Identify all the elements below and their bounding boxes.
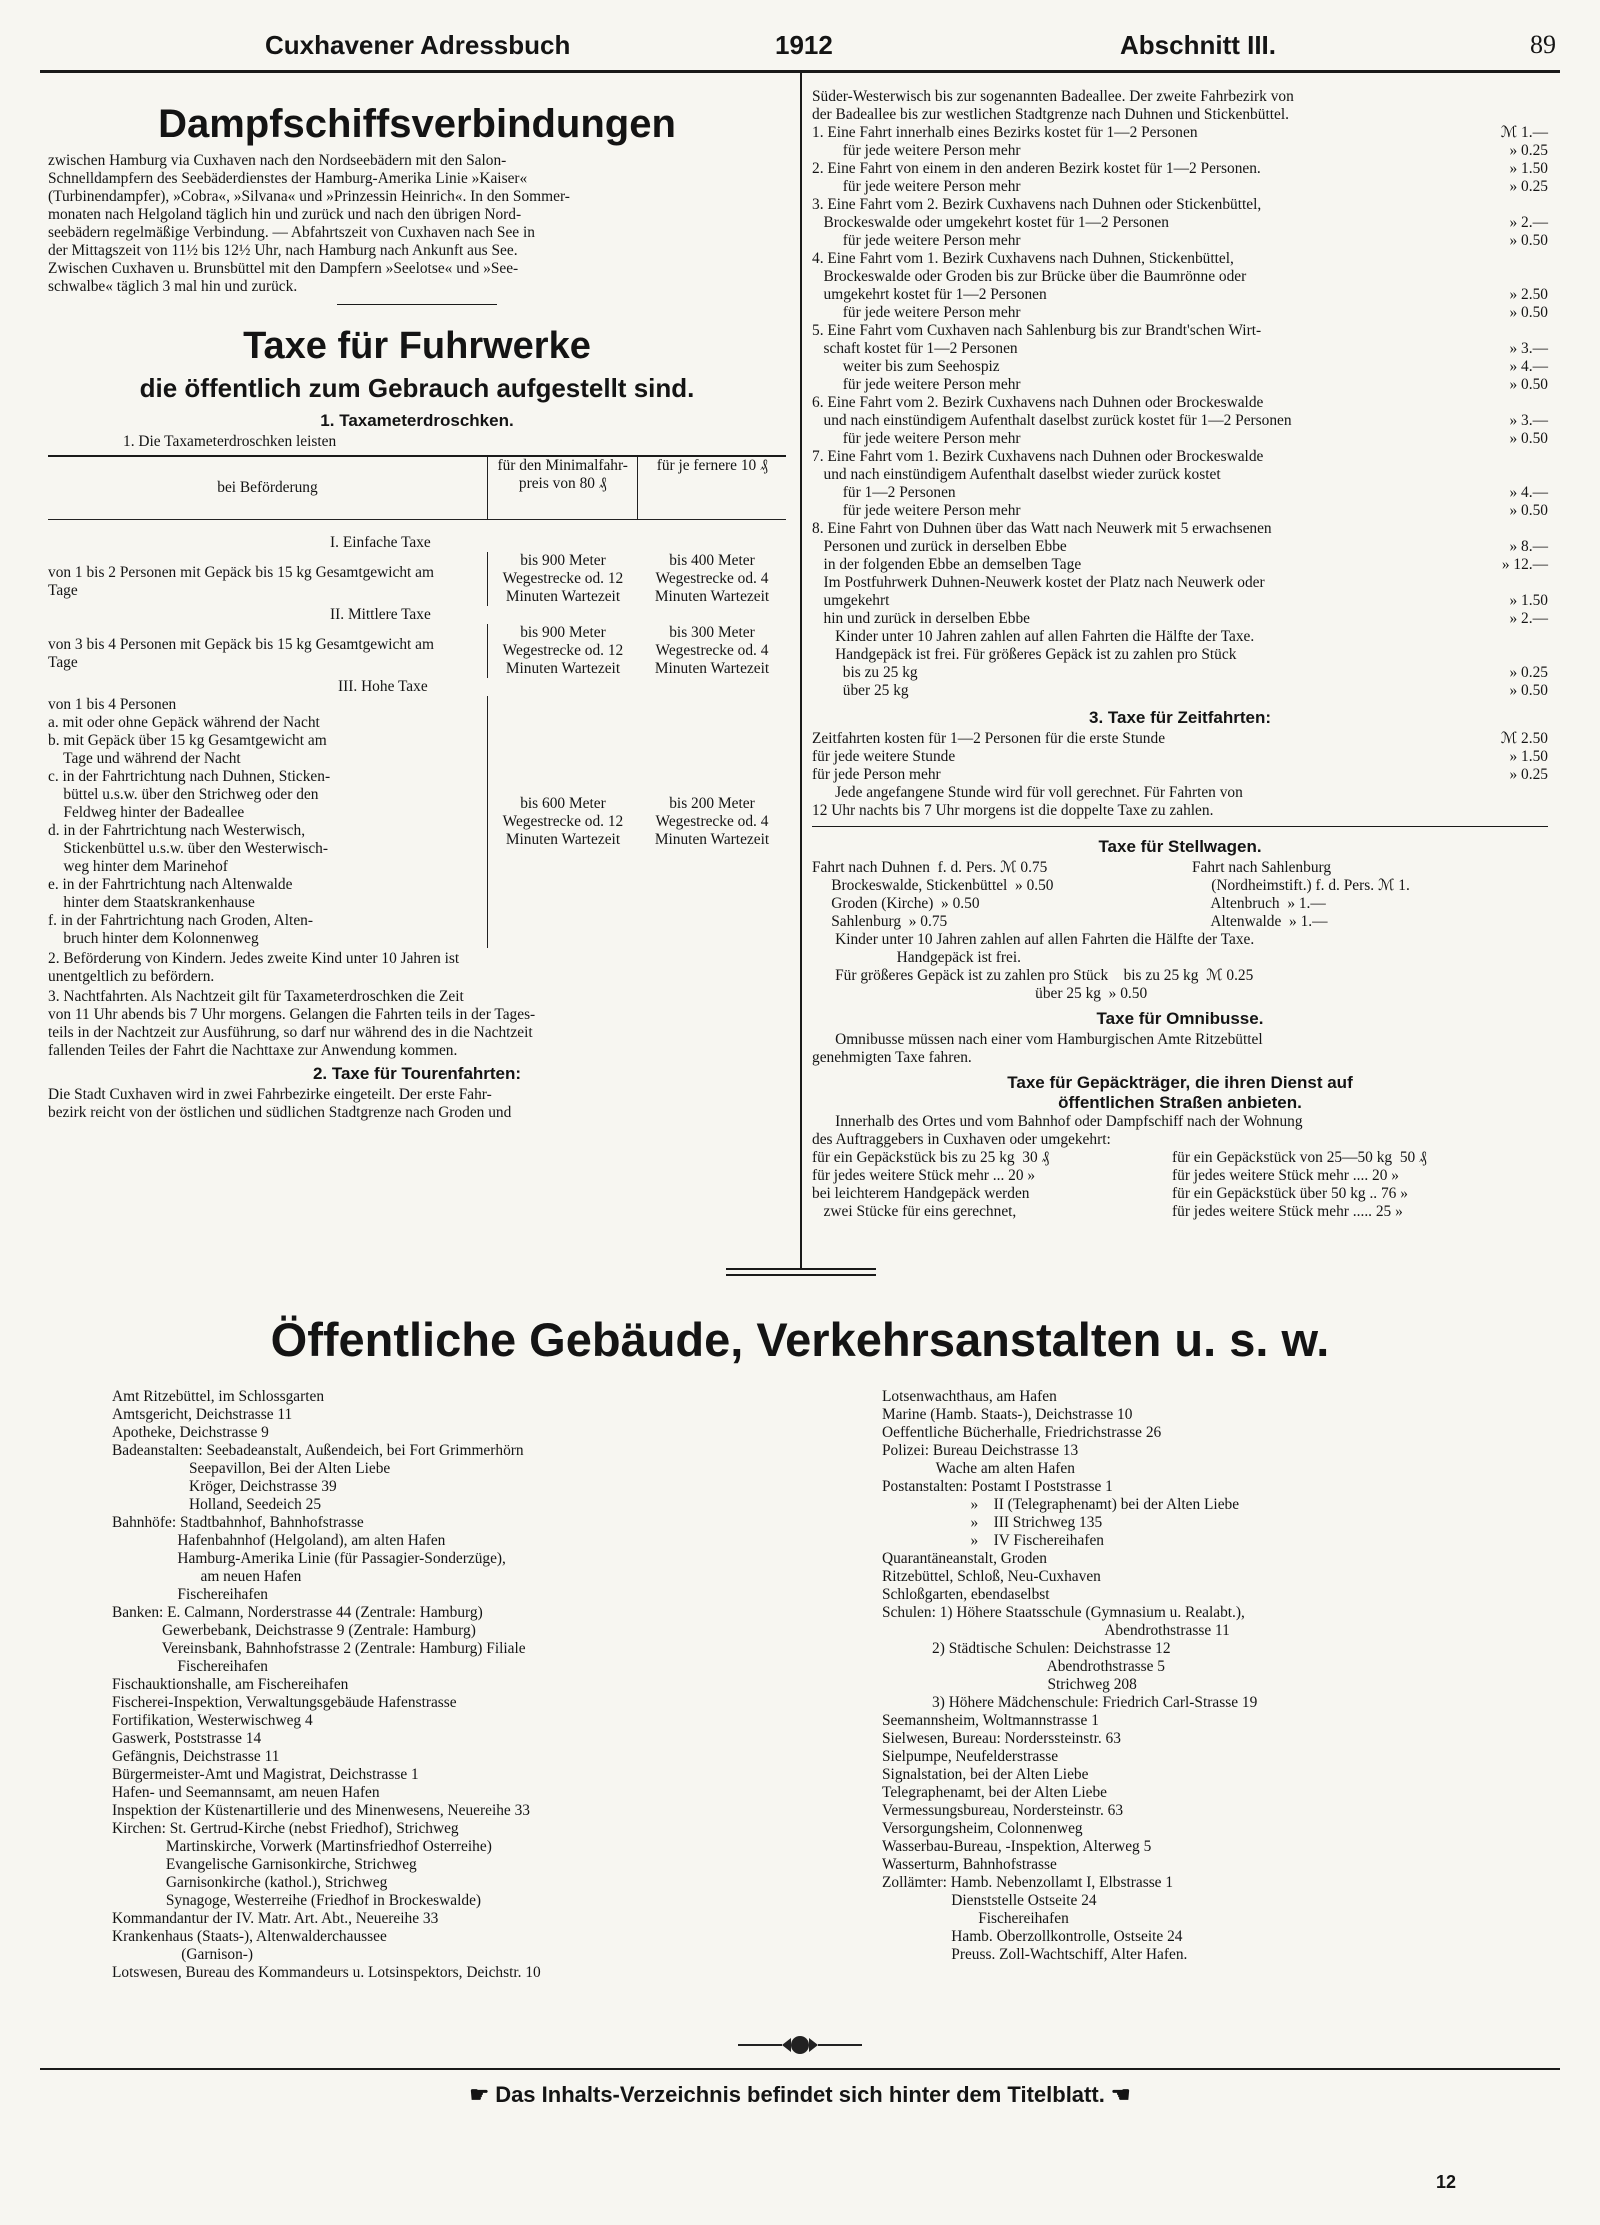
- fare-row-text: für jede weitere Person mehr: [812, 142, 1021, 159]
- fare-row-price: [1458, 646, 1548, 664]
- fare-row-text: über 25 kg: [812, 682, 909, 699]
- taxe-mittel-min: bis 900 Meter Wegestrecke od. 12 Minuten Wartezeit: [487, 624, 638, 678]
- zeit-row: [812, 730, 1548, 748]
- oeff-entry: Schloßgarten, ebendaselbst: [882, 1586, 1050, 1603]
- oeff-entry: Polizei: Bureau Deichstrasse 13: [882, 1442, 1079, 1459]
- oeff-entry: Hafenbahnhof (Helgoland), am alten Hafen: [112, 1532, 446, 1549]
- oeff-entry: Badeanstalten: Seebadeanstalt, Außendeich, bei Fort Grimmerhörn: [112, 1442, 524, 1459]
- stellwagen-note-line: Handgepäck ist frei.: [812, 949, 1022, 966]
- fare-row: [812, 142, 1548, 160]
- gepaeck-row: [812, 1149, 1548, 1167]
- taxe-hoch-line: bruch hinter dem Kolonnenweg: [48, 930, 259, 947]
- oeff-entry: Martinskirche, Vorwerk (Martinsfriedhof Osterreihe): [112, 1838, 492, 1855]
- fare-row-text: für jede weitere Person mehr: [812, 376, 1021, 393]
- fare-row-price: » 3.—: [1509, 340, 1548, 357]
- fare-row: [812, 520, 1548, 538]
- dampf-line: seebädern regelmäßige Verbindung. — Abfahrtszeit von Cuxhaven nach See in: [48, 224, 535, 241]
- fare-row-price: [1458, 268, 1548, 286]
- oeff-entry: Fischereihafen: [882, 1910, 1069, 1927]
- zeit-row-text: Zeitfahrten kosten für 1—2 Personen für die erste Stunde: [812, 730, 1166, 747]
- oeff-entry: » III Strichweg 135: [882, 1514, 1103, 1531]
- taxe-hoch-line: Feldweg hinter der Badeallee: [48, 804, 245, 821]
- oeff-entry: Gewerbebank, Deichstrasse 9 (Zentrale: Hamburg): [112, 1622, 476, 1639]
- fare-row-text: 7. Eine Fahrt vom 1. Bezirk Cuxhavens nach Duhnen oder Brockeswalde: [812, 448, 1264, 465]
- kinder-line: 2. Beförderung von Kindern. Jedes zweite Kind unter 10 Jahren ist: [48, 950, 460, 967]
- stellwagen-row-cell: Fahrt nach Duhnen f. d. Pers. ℳ 0.75: [812, 859, 1048, 876]
- taxe-hoch-fern: bis 200 Meter Wegestrecke od. 4 Minuten Wartezeit: [654, 795, 770, 848]
- fare-row-text: 6. Eine Fahrt vom 2. Bezirk Cuxhavens nach Duhnen oder Brockeswalde: [812, 394, 1264, 411]
- fare-row-text: für 1—2 Personen: [812, 484, 956, 501]
- oeff-entry: Telegraphenamt, bei der Alten Liebe: [882, 1784, 1107, 1801]
- bezirk-intro: [812, 88, 1548, 124]
- zeit-row-text: für jede weitere Stunde: [812, 748, 956, 765]
- fare-row: [812, 160, 1548, 178]
- gepaeck-row-cell: für ein Gepäckstück bis zu 25 kg 30 ₰: [812, 1149, 1050, 1166]
- fuhr-subtitle: die öffentlich zum Gebrauch aufgestellt sind.: [139, 373, 695, 403]
- omnibus-text: [812, 1031, 1548, 1067]
- zeit-row-price: » 0.25: [1509, 766, 1548, 783]
- taxe-hoch-line: Stickenbüttel u.s.w. über den Westerwisch-: [48, 840, 329, 857]
- section-zeitfahrten: 3. Taxe für Zeitfahrten:: [1089, 708, 1271, 727]
- gepaeck-row-cell: zwei Stücke für eins gerechnet,: [812, 1203, 1017, 1220]
- oeff-entry: Kröger, Deichstrasse 39: [112, 1478, 337, 1495]
- zeit-list: [812, 730, 1548, 784]
- oeff-entry: Hamburg-Amerika Linie (für Passagier-Sonderzüge),: [112, 1550, 506, 1567]
- fare-row-price: ℳ 1.—: [1500, 124, 1548, 141]
- dampf-line: zwischen Hamburg via Cuxhaven nach den Nordseebädern mit den Salon-: [48, 152, 507, 169]
- gepaeck-row-cell: für jedes weitere Stück mehr .... 20 »: [1172, 1167, 1399, 1184]
- kinder-text: [48, 950, 786, 986]
- fare-row-text: umgekehrt: [812, 592, 890, 609]
- stellwagen-note: [812, 931, 1548, 1003]
- oeff-entry: Schulen: 1) Höhere Staatsschule (Gymnasium u. Realabt.),: [882, 1604, 1245, 1621]
- th-fernere: für je fernere 10 ₰: [638, 457, 786, 520]
- divider: [337, 304, 497, 305]
- taxe-mittel-label: II. Mittlere Taxe: [330, 606, 431, 623]
- footer-number: 12: [1436, 2172, 1457, 2192]
- fare-row-text: für jede weitere Person mehr: [812, 502, 1021, 519]
- taxe-hoch-line: büttel u.s.w. über den Strichweg oder den: [48, 786, 319, 803]
- fare-row: [812, 574, 1548, 592]
- fare-row-price: [1458, 250, 1548, 268]
- taxameter-intro: 1. Die Taxameterdroschken leisten: [123, 433, 337, 450]
- fare-row-price: [1458, 448, 1548, 466]
- fare-row-text: 8. Eine Fahrt von Duhnen über das Watt nach Neuwerk mit 5 erwachsenen: [812, 520, 1272, 537]
- fare-row: [812, 376, 1548, 394]
- table-rule-top: [48, 455, 786, 457]
- gepaeck-row-cell: für ein Gepäckstück von 25—50 kg 50 ₰: [1172, 1149, 1427, 1166]
- oeff-right-list: [882, 1388, 1552, 1964]
- fare-row: [812, 448, 1548, 466]
- taxe-hoch-line: weg hinter dem Marinehof: [48, 858, 228, 875]
- dampf-line: monaten nach Helgoland täglich hin und zurück und nach den übrigen Nord-: [48, 206, 522, 223]
- running-header: [40, 30, 1560, 66]
- oeff-entry: Kommandantur der IV. Matr. Art. Abt., Neuereihe 33: [112, 1910, 439, 1927]
- fare-row: [812, 592, 1548, 610]
- fare-row-text: und nach einstündigem Aufenthalt daselbst zurück kostet für 1—2 Personen: [812, 412, 1292, 429]
- zeit-note: [812, 784, 1548, 820]
- taxe-einfach-desc: von 1 bis 2 Personen mit Gepäck bis 15 kg Gesamtgewicht am Tage: [48, 564, 434, 599]
- oeff-entry: Bahnhöfe: Stadtbahnhof, Bahnhofstrasse: [112, 1514, 364, 1531]
- fare-row-text: für jede weitere Person mehr: [812, 232, 1021, 249]
- nacht-line: 3. Nachtfahrten. Als Nachtzeit gilt für Taxameterdroschken die Zeit: [48, 988, 464, 1005]
- taxe-einfach-label: I. Einfache Taxe: [330, 534, 431, 551]
- omnibus-line: genehmigten Taxe fahren.: [812, 1049, 972, 1066]
- header-page-number: 89: [1530, 30, 1556, 59]
- fare-row-text: Handgepäck ist frei. Für größeres Gepäck ist zu zahlen pro Stück: [812, 646, 1237, 663]
- fare-row-price: » 1.50: [1509, 592, 1548, 609]
- stellwagen-row-cell: Altenwalde » 1.—: [1192, 913, 1328, 930]
- fare-row-text: für jede weitere Person mehr: [812, 178, 1021, 195]
- oeff-entry: Oeffentliche Bücherhalle, Friedrichstrasse 26: [882, 1424, 1162, 1441]
- fare-row-price: » 2.—: [1509, 610, 1548, 627]
- fare-row-text: 2. Eine Fahrt von einem in den anderen Bezirk kostet für 1—2 Personen.: [812, 160, 1261, 177]
- fare-row: [812, 430, 1548, 448]
- zeit-row-text: für jede Person mehr: [812, 766, 941, 783]
- gepaeck-intro: [812, 1113, 1548, 1149]
- divider: [726, 1268, 876, 1270]
- oeff-entry: Fortifikation, Westerwischweg 4: [112, 1712, 313, 1729]
- fare-row: [812, 196, 1548, 214]
- stellwagen-row: [812, 859, 1548, 877]
- fare-row-price: » 0.50: [1509, 232, 1548, 249]
- oeff-entry: Inspektion der Küstenartillerie und des Minenwesens, Neuereihe 33: [112, 1802, 530, 1819]
- left-column: [48, 96, 786, 1122]
- nacht-text: [48, 988, 786, 1060]
- fare-row-price: » 0.25: [1509, 178, 1548, 195]
- fare-row-text: 4. Eine Fahrt vom 1. Bezirk Cuxhavens nach Duhnen, Stickenbüttel,: [812, 250, 1234, 267]
- footer-text: Das Inhalts-Verzeichnis befindet sich hinter dem Titelblatt.: [495, 2082, 1105, 2107]
- stellwagen-row: [812, 913, 1548, 931]
- header-year: 1912: [775, 30, 833, 60]
- fare-row-price: [1458, 574, 1548, 592]
- oeff-entry: Bürgermeister-Amt und Magistrat, Deichstrasse 1: [112, 1766, 419, 1783]
- oeff-entry: Amtsgericht, Deichstrasse 11: [112, 1406, 293, 1423]
- dampf-text: [48, 152, 786, 296]
- taxe-hoch-line: von 1 bis 4 Personen: [48, 696, 177, 713]
- stellwagen-row: [812, 877, 1548, 895]
- oeff-entry: 3) Höhere Mädchenschule: Friedrich Carl-Strasse 19: [882, 1694, 1258, 1711]
- fare-row-price: » 0.50: [1509, 430, 1548, 447]
- oeff-entry: Strichweg 208: [882, 1676, 1137, 1693]
- oeff-entry: Versorgungsheim, Colonnenweg: [882, 1820, 1083, 1837]
- oeff-entry: Fischerei-Inspektion, Verwaltungsgebäude Hafenstrasse: [112, 1694, 457, 1711]
- footer-note: [0, 2082, 1600, 2108]
- fare-row-text: hin und zurück in derselben Ebbe: [812, 610, 1030, 627]
- stellwagen-row-cell: Fahrt nach Sahlenburg: [1192, 859, 1332, 876]
- oeff-entry: Marine (Hamb. Staats-), Deichstrasse 10: [882, 1406, 1133, 1423]
- oeff-entry: Wasserbau-Bureau, -Inspektion, Alterweg 5: [882, 1838, 1152, 1855]
- fare-row: [812, 610, 1548, 628]
- oeff-entry: » IV Fischereihafen: [882, 1532, 1104, 1549]
- oeff-entry: Hafen- und Seemannsamt, am neuen Hafen: [112, 1784, 380, 1801]
- taxe-mittel-desc: von 3 bis 4 Personen mit Gepäck bis 15 kg Gesamtgewicht am Tage: [48, 636, 434, 671]
- intro-line: der Badeallee bis zur westlichen Stadtgrenze nach Duhnen und Stickenbüttel.: [812, 106, 1289, 123]
- fare-row-price: [1458, 196, 1548, 214]
- taxe-einfach-min: bis 900 Meter Wegestrecke od. 12 Minuten Wartezeit: [487, 552, 638, 606]
- kinder-line: unentgeltlich zu befördern.: [48, 968, 215, 985]
- fare-row-text: Brockeswalde oder umgekehrt kostet für 1—2 Personen: [812, 214, 1169, 231]
- fare-row-text: umgekehrt kostet für 1—2 Personen: [812, 286, 1047, 303]
- pointing-hand-icon: ☛: [469, 2082, 496, 2107]
- fare-row: [812, 412, 1548, 430]
- zeit-row: [812, 766, 1548, 784]
- fare-row: [812, 304, 1548, 322]
- fare-row-price: [1458, 628, 1548, 646]
- oeff-entry: Sielpumpe, Neufelderstrasse: [882, 1748, 1059, 1765]
- oeff-entry: Vereinsbank, Bahnhofstrasse 2 (Zentrale: Hamburg) Filiale: [112, 1640, 526, 1657]
- fare-row-price: » 0.50: [1509, 304, 1548, 321]
- taxe-hoch-line: f. in der Fahrtrichtung nach Groden, Alten-: [48, 912, 313, 929]
- fare-row: [812, 502, 1548, 520]
- touren-text: [48, 1086, 786, 1122]
- dampf-line: Zwischen Cuxhaven u. Brunsbüttel mit den Dampfern »Seelotse« und »See-: [48, 260, 519, 277]
- pointing-hand-icon: ☚: [1104, 2082, 1131, 2107]
- fare-row-price: » 12.—: [1501, 556, 1548, 573]
- fare-row: [812, 358, 1548, 376]
- footer-rule: [40, 2068, 1560, 2070]
- stellwagen-note-line: Für größeres Gepäck ist zu zahlen pro Stück bis zu 25 kg ℳ 0.25: [812, 967, 1254, 984]
- oeff-entry: Sielwesen, Bureau: Norderssteinstr. 63: [882, 1730, 1121, 1747]
- oeff-entry: Banken: E. Calmann, Norderstrasse 44 (Zentrale: Hamburg): [112, 1604, 483, 1621]
- fare-row: [812, 268, 1548, 286]
- touren-line: bezirk reicht von der östlichen und südlichen Stadtgrenze nach Groden und: [48, 1104, 512, 1121]
- oeff-entry: Lotswesen, Bureau des Kommandeurs u. Lotsinspektors, Deichstr. 10: [112, 1964, 541, 1981]
- oeff-entry: » II (Telegraphenamt) bei der Alten Liebe: [882, 1496, 1240, 1513]
- oeff-entry: (Garnison-): [112, 1946, 254, 1963]
- section-touren: 2. Taxe für Tourenfahrten:: [312, 1064, 522, 1083]
- stellwagen-row: [812, 895, 1548, 913]
- taxe-hoch-line: c. in der Fahrtrichtung nach Duhnen, Sticken-: [48, 768, 331, 785]
- stellwagen-table: [812, 859, 1548, 931]
- taxe-mittel-fern: bis 300 Meter Wegestrecke od. 4 Minuten Wartezeit: [654, 624, 770, 677]
- stellwagen-row-cell: (Nordheimstift.) f. d. Pers. ℳ 1.: [1192, 877, 1410, 894]
- gepaeck-intro-line: des Auftraggebers in Cuxhaven oder umgekehrt:: [812, 1131, 1111, 1148]
- right-column: [812, 88, 1548, 1221]
- section-gepaecktraeger-2: öffentlichen Straßen anbieten.: [1058, 1093, 1302, 1112]
- oeff-entry: Ritzebüttel, Schloß, Neu-Cuxhaven: [882, 1568, 1101, 1585]
- th-befoerderung: bei Beförderung: [217, 479, 318, 496]
- taxe-hoch-line: d. in der Fahrtrichtung nach Westerwisch,: [48, 822, 306, 839]
- ornament-icon: [738, 2030, 862, 2060]
- oeff-entry: Vermessungsbureau, Nordersteinstr. 63: [882, 1802, 1124, 1819]
- gepaeck-row: [812, 1185, 1548, 1203]
- nacht-line: fallenden Teiles der Fahrt die Nachttaxe zur Anwendung kommen.: [48, 1042, 458, 1059]
- oeff-entry: Abendrothstrasse 11: [882, 1622, 1230, 1639]
- oeff-entry: Kirchen: St. Gertrud-Kirche (nebst Friedhof), Strichweg: [112, 1820, 459, 1837]
- fare-row-price: » 2.50: [1509, 286, 1548, 303]
- taxe-hoch-desc: [48, 696, 487, 948]
- oeff-entry: Fischereihafen: [112, 1586, 269, 1603]
- gepaeck-row-cell: für ein Gepäckstück über 50 kg .. 76 »: [1172, 1185, 1408, 1202]
- fare-row-price: » 4.—: [1509, 358, 1548, 375]
- stellwagen-note-line: Kinder unter 10 Jahren zahlen auf allen Fahrten die Hälfte der Taxe.: [812, 931, 1255, 948]
- zeit-row-price: » 1.50: [1509, 748, 1548, 765]
- fare-row: [812, 322, 1548, 340]
- divider: [812, 826, 1548, 827]
- taxe-hoch-line: b. mit Gepäck über 15 kg Gesamtgewicht am: [48, 732, 327, 749]
- dampf-title: Dampfschiffsverbindungen: [158, 102, 676, 146]
- section-gepaecktraeger: Taxe für Gepäckträger, die ihren Dienst auf: [1007, 1073, 1353, 1092]
- oeff-entry: Synagoge, Westerreihe (Friedhof in Brockeswalde): [112, 1892, 482, 1909]
- fare-row-price: » 3.—: [1509, 412, 1548, 429]
- omnibus-line: Omnibusse müssen nach einer vom Hamburgischen Amte Ritzebüttel: [812, 1031, 1263, 1048]
- fare-row-text: 3. Eine Fahrt vom 2. Bezirk Cuxhavens nach Duhnen oder Stickenbüttel,: [812, 196, 1262, 213]
- nacht-line: teils in der Nachtzeit zur Ausführung, so darf nur während des in die Nachtzeit: [48, 1024, 533, 1041]
- oeff-entry: am neuen Hafen: [112, 1568, 302, 1585]
- fare-row: [812, 556, 1548, 574]
- fare-row-price: » 0.25: [1509, 664, 1548, 681]
- fare-row-text: weiter bis zum Seehospiz: [812, 358, 1000, 375]
- fare-row-price: » 1.50: [1509, 160, 1548, 177]
- fare-row-text: für jede weitere Person mehr: [812, 304, 1021, 321]
- fare-row: [812, 394, 1548, 412]
- fare-row-price: [1458, 394, 1548, 412]
- dampf-line: (Turbinendampfer), »Cobra«, »Silvana« und »Prinzessin Heinrich«. In den Sommer-: [48, 188, 570, 205]
- oeff-entry: Lotsenwachthaus, am Hafen: [882, 1388, 1057, 1405]
- gepaeck-table: [812, 1149, 1548, 1221]
- fare-row-text: und nach einstündigem Aufenthalt daselbst wieder zurück kostet: [812, 466, 1221, 483]
- fare-row-text: Personen und zurück in derselben Ebbe: [812, 538, 1067, 555]
- oeff-entry: Gefängnis, Deichstrasse 11: [112, 1748, 280, 1765]
- taxe-hoch-min: bis 600 Meter Wegestrecke od. 12 Minuten Wartezeit: [487, 696, 638, 948]
- header-left: Cuxhavener Adressbuch: [265, 30, 571, 60]
- fare-row-text: in der folgenden Ebbe an demselben Tage: [812, 556, 1082, 573]
- fare-list: [812, 124, 1548, 700]
- fare-row: [812, 286, 1548, 304]
- fare-row: [812, 214, 1548, 232]
- oeff-entry: Wache am alten Hafen: [882, 1460, 1075, 1477]
- fare-row-text: bis zu 25 kg: [812, 664, 918, 681]
- th-minimal: für den Minimalfahr-preis von 80 ₰: [487, 457, 638, 520]
- dampf-line: Schnelldampfern des Seebäderdienstes der Hamburg-Amerika Linie »Kaiser«: [48, 170, 528, 187]
- oeff-entry: Quarantäneanstalt, Groden: [882, 1550, 1047, 1567]
- fare-row-text: Kinder unter 10 Jahren zahlen auf allen Fahrten die Hälfte der Taxe.: [812, 628, 1255, 645]
- section-stellwagen: Taxe für Stellwagen.: [1098, 837, 1262, 856]
- oeff-entry: Postanstalten: Postamt I Poststrasse 1: [882, 1478, 1113, 1495]
- section-omnibusse: Taxe für Omnibusse.: [1096, 1009, 1264, 1028]
- oeff-entry: Evangelische Garnisonkirche, Strichweg: [112, 1856, 417, 1873]
- fare-row-text: Im Postfuhrwerk Duhnen-Neuwerk kostet der Platz nach Neuwerk oder: [812, 574, 1265, 591]
- divider: [726, 1274, 876, 1276]
- stellwagen-row-cell: Sahlenburg » 0.75: [812, 913, 948, 930]
- fare-row-text: Brockeswalde oder Groden bis zur Brücke über die Baumrönne oder: [812, 268, 1247, 285]
- fare-row: [812, 646, 1548, 664]
- taxe-hoch-line: Tage und während der Nacht: [48, 750, 241, 767]
- gepaeck-row-cell: bei leichterem Handgepäck werden: [812, 1185, 1030, 1202]
- fare-row: [812, 628, 1548, 646]
- oeff-entry: Amt Ritzebüttel, im Schlossgarten: [112, 1388, 325, 1405]
- intro-line: Süder-Westerwisch bis zur sogenannten Badeallee. Der zweite Fahrbezirk von: [812, 88, 1294, 105]
- zeit-row-price: ℳ 2.50: [1500, 730, 1548, 747]
- zeit-note-line: 12 Uhr nachts bis 7 Uhr morgens ist die doppelte Taxe zu zahlen.: [812, 802, 1214, 819]
- fare-row-price: [1458, 466, 1548, 484]
- taxe-hoch-line: e. in der Fahrtrichtung nach Altenwalde: [48, 876, 293, 893]
- oeff-entry: Fischauktionshalle, am Fischereihafen: [112, 1676, 349, 1693]
- stellwagen-row-cell: Groden (Kirche) » 0.50: [812, 895, 980, 912]
- fare-row-price: » 8.—: [1509, 538, 1548, 555]
- taxe-einfach-fern: bis 400 Meter Wegestrecke od. 4 Minuten Wartezeit: [654, 552, 770, 605]
- fare-row-price: » 0.25: [1509, 142, 1548, 159]
- oeff-entry: Signalstation, bei der Alten Liebe: [882, 1766, 1089, 1783]
- zeit-row: [812, 748, 1548, 766]
- oeff-entry: Dienststelle Ostseite 24: [882, 1892, 1097, 1909]
- dampf-line: schwalbe« täglich 3 mal hin und zurück.: [48, 278, 298, 295]
- oeff-entry: Krankenhaus (Staats-), Altenwalderchaussee: [112, 1928, 387, 1945]
- oeff-entry: Hamb. Oberzollkontrolle, Ostseite 24: [882, 1928, 1183, 1945]
- fare-row-text: schaft kostet für 1—2 Personen: [812, 340, 1018, 357]
- touren-line: Die Stadt Cuxhaven wird in zwei Fahrbezirke eingeteilt. Der erste Fahr-: [48, 1086, 492, 1103]
- gepaeck-row-cell: für jedes weitere Stück mehr ... 20 »: [812, 1167, 1036, 1184]
- oeff-left-list: [112, 1388, 802, 1982]
- stellwagen-row-cell: Altenbruch » 1.—: [1192, 895, 1326, 912]
- oeff-entry: Wasserturm, Bahnhofstrasse: [882, 1856, 1057, 1873]
- oeff-entry: 2) Städtische Schulen: Deichstrasse 12: [882, 1640, 1171, 1657]
- stellwagen-row-cell: Brockeswalde, Stickenbüttel » 0.50: [812, 877, 1054, 894]
- fare-row-text: für jede weitere Person mehr: [812, 430, 1021, 447]
- oeff-entry: Holland, Seedeich 25: [112, 1496, 322, 1513]
- fare-row: [812, 484, 1548, 502]
- taxe-hoch-label: III. Hohe Taxe: [338, 678, 428, 695]
- oeff-entry: Garnisonkirche (kathol.), Strichweg: [112, 1874, 388, 1891]
- gepaeck-row: [812, 1203, 1548, 1221]
- fare-row: [812, 250, 1548, 268]
- section-taxameter: 1. Taxameterdroschken.: [320, 411, 514, 430]
- oeff-entry: Zollämter: Hamb. Nebenzollamt I, Elbstrasse 1: [882, 1874, 1174, 1891]
- column-divider: [800, 73, 802, 1268]
- fare-row-price: » 0.50: [1509, 376, 1548, 393]
- oeff-entry: Preuss. Zoll-Wachtschiff, Alter Hafen.: [882, 1946, 1188, 1963]
- fare-row-price: » 0.50: [1509, 502, 1548, 519]
- fare-row: [812, 682, 1548, 700]
- stellwagen-note-line: über 25 kg » 0.50: [812, 985, 1148, 1002]
- fare-row-price: » 0.50: [1509, 682, 1548, 699]
- fare-row-text: 1. Eine Fahrt innerhalb eines Bezirks kostet für 1—2 Personen: [812, 124, 1198, 141]
- fare-row: [812, 466, 1548, 484]
- gepaeck-row-cell: für jedes weitere Stück mehr ..... 25 »: [1172, 1203, 1403, 1220]
- taxe-hoch-line: a. mit oder ohne Gepäck während der Nacht: [48, 714, 320, 731]
- fare-row: [812, 124, 1548, 142]
- fare-row: [812, 538, 1548, 556]
- gepaeck-row: [812, 1167, 1548, 1185]
- taxe-hoch-line: hinter dem Staatskrankenhause: [48, 894, 255, 911]
- fare-row: [812, 664, 1548, 682]
- fare-row-price: [1458, 520, 1548, 538]
- fare-row: [812, 178, 1548, 196]
- zeit-note-line: Jede angefangene Stunde wird für voll gerechnet. Für Fahrten von: [812, 784, 1243, 801]
- fare-row-price: [1458, 322, 1548, 340]
- fare-row-price: » 4.—: [1509, 484, 1548, 501]
- fuhr-title: Taxe für Fuhrwerke: [243, 325, 591, 367]
- dampf-line: der Mittagszeit von 11½ bis 12½ Uhr, nach Hamburg nach Ankunft aus See.: [48, 242, 518, 259]
- oeff-entry: Fischereihafen: [112, 1658, 269, 1675]
- fare-row-price: » 2.—: [1509, 214, 1548, 231]
- gepaeck-intro-line: Innerhalb des Ortes und vom Bahnhof oder Dampfschiff nach der Wohnung: [812, 1113, 1303, 1130]
- oeff-entry: Gaswerk, Poststrasse 14: [112, 1730, 262, 1747]
- header-section: Abschnitt III.: [1120, 30, 1276, 60]
- oeff-entry: Seemannsheim, Woltmannstrasse 1: [882, 1712, 1099, 1729]
- oeff-entry: Abendrothstrasse 5: [882, 1658, 1165, 1675]
- oeff-entry: Seepavillon, Bei der Alten Liebe: [112, 1460, 391, 1477]
- fare-row: [812, 232, 1548, 250]
- fare-row: [812, 340, 1548, 358]
- fare-row-text: 5. Eine Fahrt vom Cuxhaven nach Sahlenburg bis zur Brandt'schen Wirt-: [812, 322, 1262, 339]
- oeff-title: Öffentliche Gebäude, Verkehrsanstalten u. s. w.: [270, 1313, 1330, 1366]
- oeff-entry: Apotheke, Deichstrasse 9: [112, 1424, 269, 1441]
- nacht-line: von 11 Uhr abends bis 7 Uhr morgens. Gelangen die Fahrten teils in der Tages-: [48, 1006, 536, 1023]
- taxameter-table: [48, 457, 786, 948]
